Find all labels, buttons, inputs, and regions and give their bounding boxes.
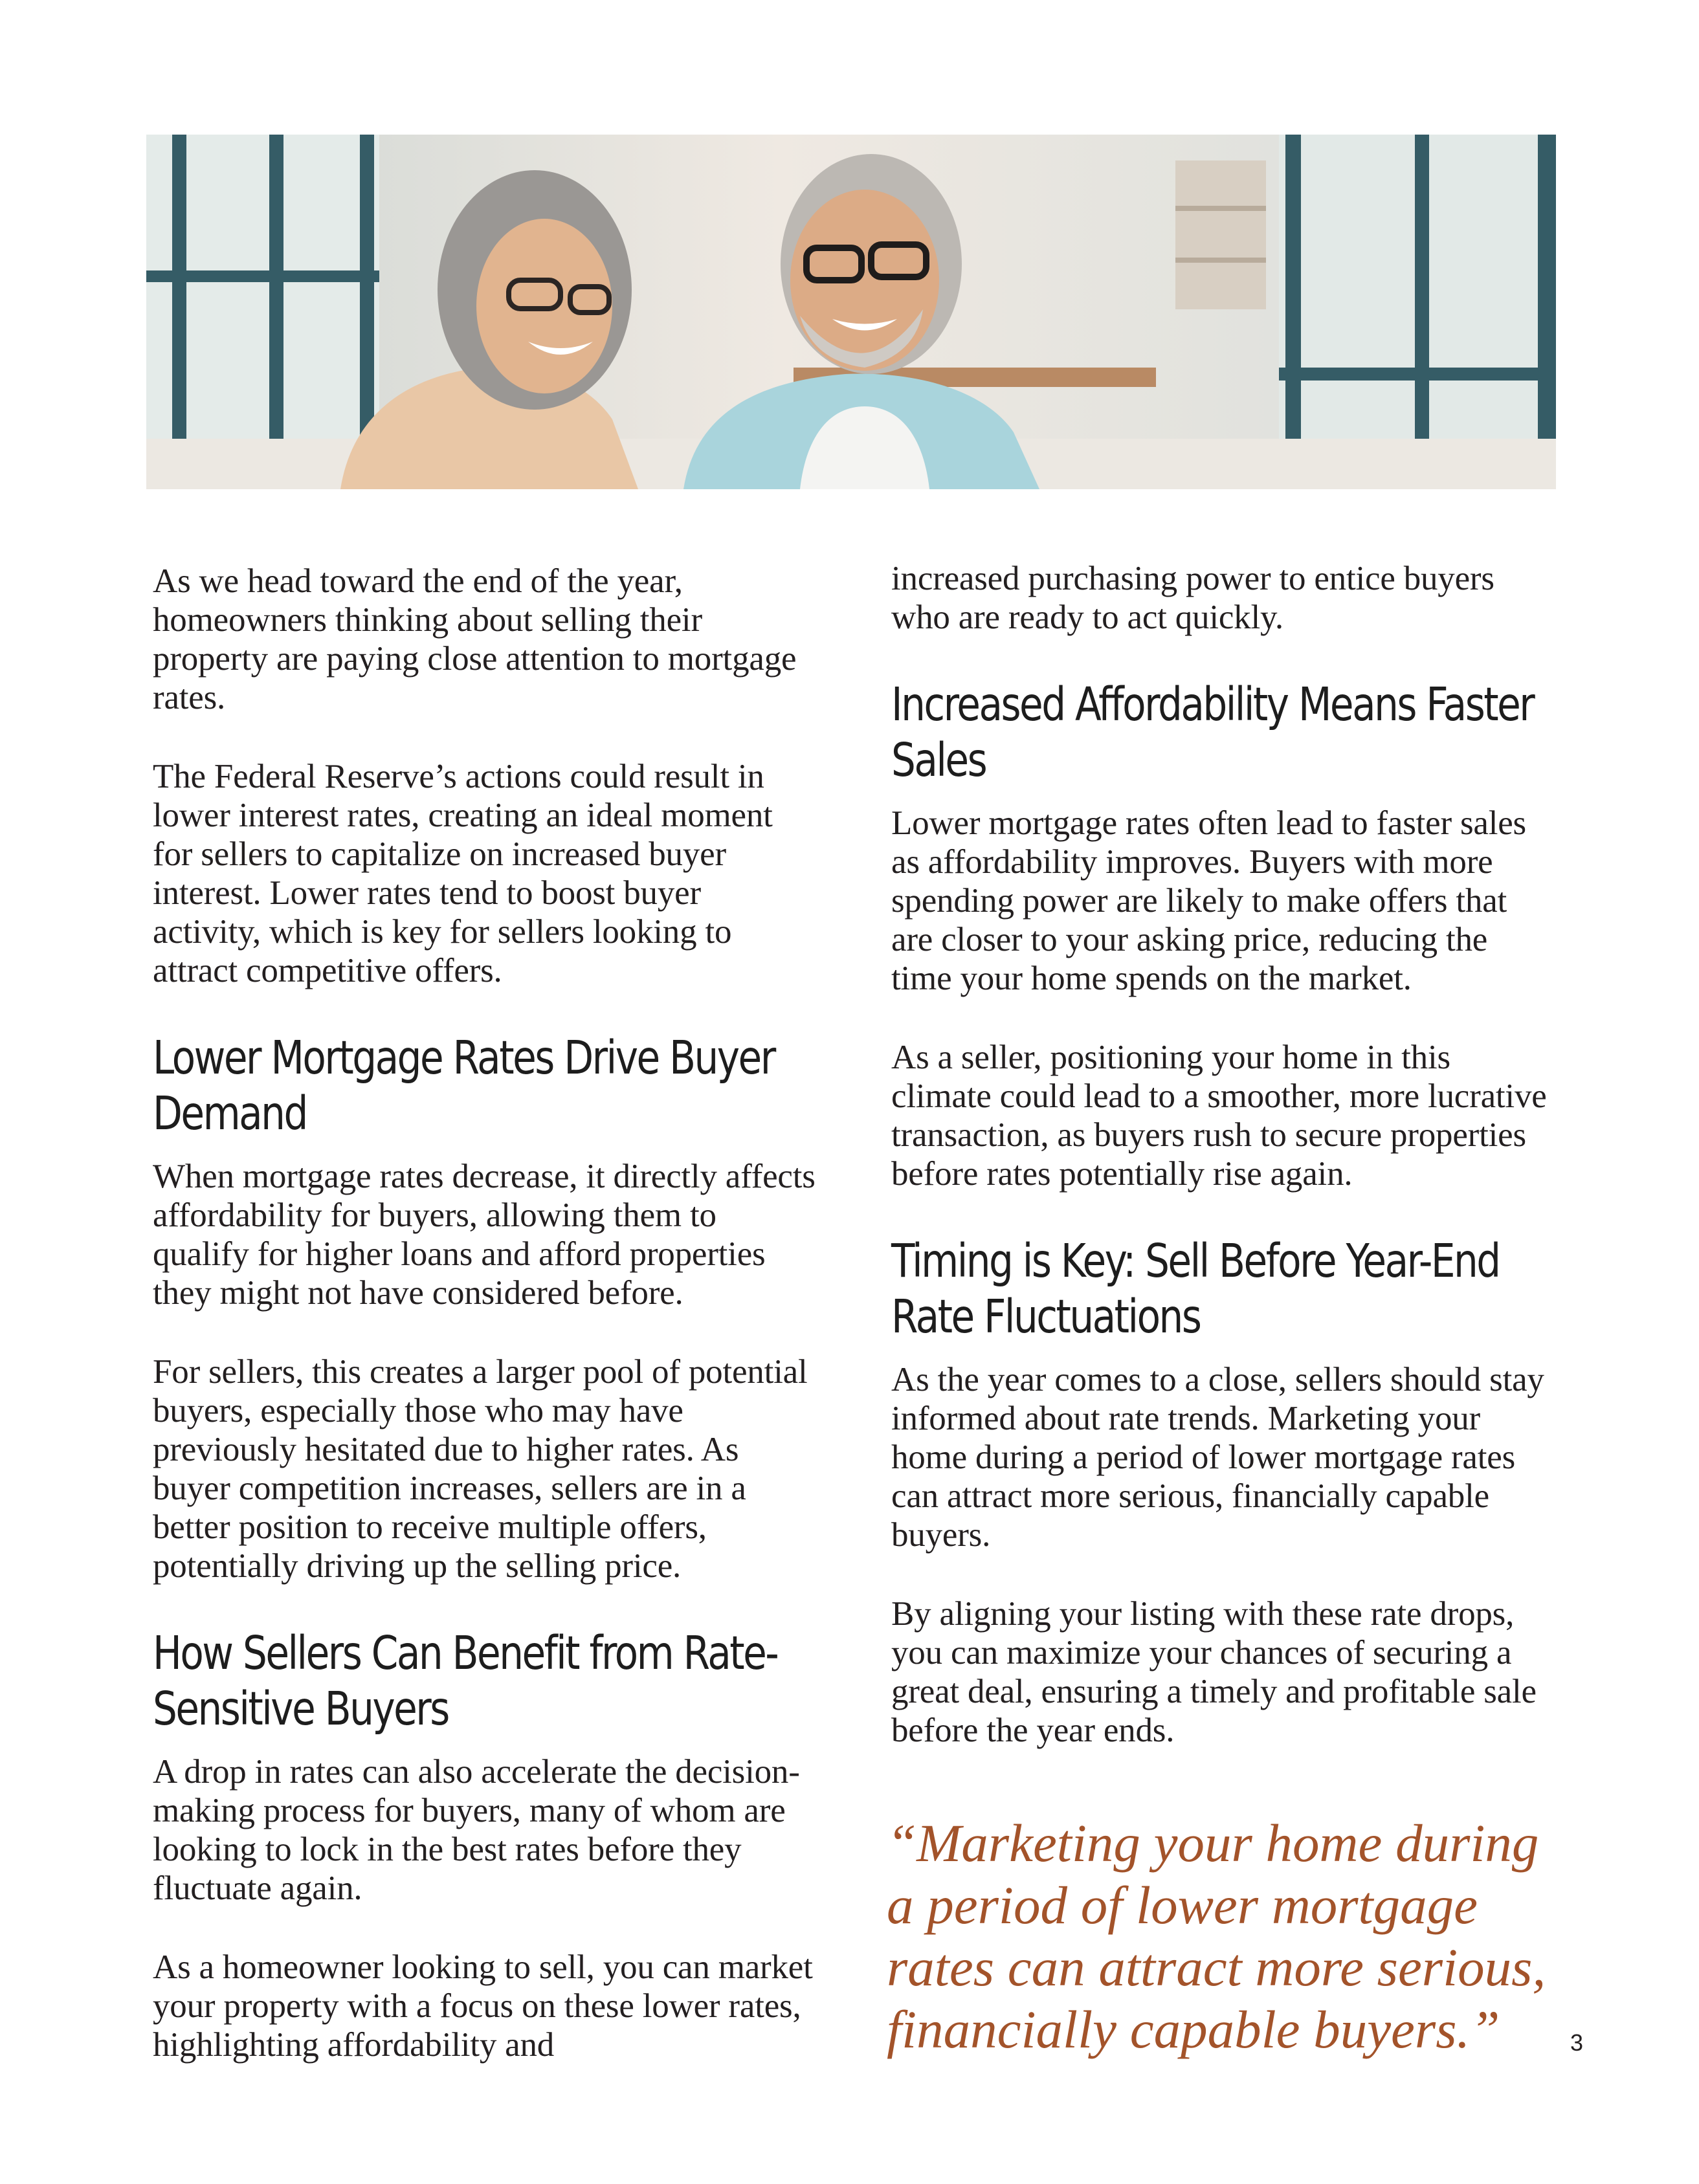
page-number: 3 [1570,2029,1584,2056]
hero-photo [146,135,1556,489]
right-column [891,559,1548,1790]
faster-sales-paragraph: Lower mortgage rates often lead to faster sales as affordability improves. Buyers with more spending power are likely to make offers that are closer to your asking price, reducing the time your home spends on the market. [891,804,1526,997]
continued-paragraph: increased purchasing power to entice buyers who are ready to act quickly. [891,560,1494,636]
decision-paragraph: A drop in rates can also accelerate the decision-making process for buyers, many of whom are looking to lock in the best rates before they fluctuate again. [153,1753,800,1907]
positioning-paragraph: As a seller, positioning your home in this climate could lead to a smoother, more lucrative transaction, as buyers rush to secure properties before rates potentially rise again. [891,1039,1547,1193]
homeowner-paragraph: As a homeowner looking to sell, you can market your property with a focus on these lower rates, highlighting affordability and [153,1948,813,2064]
left-column [153,562,816,2104]
section-heading-sellers-benefit: How Sellers Can Benefit from Rate-Sensitive Buyers [153,1626,778,1736]
pull-quote: “Marketing your home during a period of lower mortgage rates can attract more serious, financially capable buyers.” [887,1813,1546,2059]
fed-paragraph: The Federal Reserve’s actions could result in lower interest rates, creating an ideal moment for sellers to capitalize on increased buyer interest. Lower rates tend to boost buyer activity, which is key for sellers looking to attract competitive offers. [153,758,773,989]
couple-photo-icon [146,135,1556,489]
sellers-pool-paragraph: For sellers, this creates a larger pool of potential buyers, especially those who may have previously hesitated due to higher rates. As buyer competition increases, sellers are in a better position to receive multiple offers, potentially driving up the selling price. [153,1353,808,1585]
year-close-paragraph: As the year comes to a close, sellers should stay informed about rate trends. Marketing your home during a period of lower mortgage rates can attract more serious, financially capable buyers. [891,1361,1544,1554]
affordability-paragraph: When mortgage rates decrease, it directly affects affordability for buyers, allowing them to qualify for higher loans and afford properties they might not have considered before. [153,1158,816,1312]
section-heading-affordability: Increased Affordability Means Faster Sales [891,678,1534,787]
section-heading-timing: Timing is Key: Sell Before Year-End Rate Fluctuations [891,1234,1500,1343]
aligning-paragraph: By aligning your listing with these rate drops, you can maximize your chances of securing a great deal, ensuring a timely and profitable sale before the year ends. [891,1595,1537,1749]
section-heading-lower-rates: Lower Mortgage Rates Drive Buyer Demand [153,1031,775,1140]
intro-paragraph: As we head toward the end of the year, homeowners thinking about selling their property are paying close attention to mortgage rates. [153,562,797,716]
